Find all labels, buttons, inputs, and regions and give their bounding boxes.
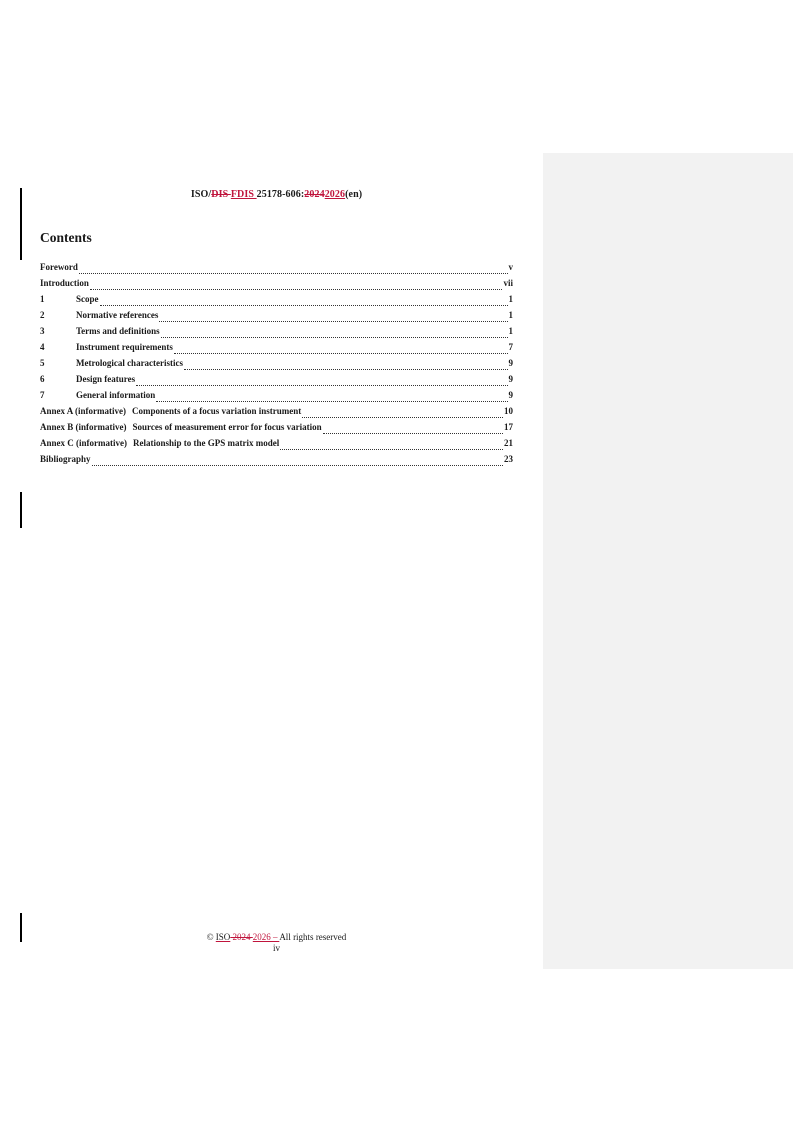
toc-leader — [136, 385, 507, 386]
change-bar-bibliography — [20, 492, 22, 528]
toc-title: Instrument requirements — [76, 342, 173, 352]
toc-title: Bibliography — [40, 454, 91, 464]
header-suffix: (en) — [345, 189, 363, 200]
table-of-contents — [40, 262, 513, 470]
footer-inserted-year: 2026 – — [252, 932, 280, 942]
toc-entry-clause-5[interactable] — [40, 358, 513, 374]
toc-entry-clause-1[interactable] — [40, 294, 513, 310]
toc-entry-introduction[interactable] — [40, 278, 513, 294]
toc-title: Introduction — [40, 278, 89, 288]
toc-page: 17 — [504, 422, 513, 432]
contents-heading: Contents — [40, 230, 92, 245]
toc-title: Components of a focus variation instrument — [132, 406, 302, 416]
toc-leader — [90, 289, 503, 290]
toc-title: General information — [76, 390, 156, 400]
toc-page: 1 — [508, 326, 513, 336]
toc-leader — [156, 401, 507, 402]
change-bar-footer — [20, 913, 22, 942]
copyright-symbol: © — [206, 932, 216, 942]
page-number: iv — [272, 943, 280, 953]
toc-entry-clause-2[interactable] — [40, 310, 513, 326]
toc-number: 7 — [40, 390, 45, 400]
toc-page: 1 — [508, 294, 513, 304]
toc-number: 6 — [40, 374, 45, 384]
toc-title: Scope — [76, 294, 99, 304]
toc-entry-clause-6[interactable] — [40, 374, 513, 390]
header-number: 25178-606: — [256, 189, 305, 200]
toc-title: Foreword — [40, 262, 78, 272]
toc-leader — [174, 353, 508, 354]
page-footer — [40, 932, 513, 953]
toc-number: 5 — [40, 358, 45, 368]
footer-deleted-year: 2024 — [230, 932, 253, 942]
toc-page: vii — [503, 278, 513, 288]
toc-entry-clause-3[interactable] — [40, 326, 513, 342]
toc-page: 23 — [504, 454, 513, 464]
footer-iso: ISO — [215, 932, 231, 942]
toc-number: 4 — [40, 342, 45, 352]
toc-number: 2 — [40, 310, 45, 320]
toc-leader — [184, 369, 507, 370]
inserted-year: 2026 — [324, 189, 346, 200]
toc-entry-annex-c[interactable] — [40, 438, 513, 454]
change-bar-header — [20, 188, 22, 260]
toc-leader — [100, 305, 508, 306]
toc-page: 1 — [508, 310, 513, 320]
toc-page: 21 — [504, 438, 513, 448]
toc-page: 9 — [508, 390, 513, 400]
toc-leader — [302, 417, 503, 418]
toc-number: 3 — [40, 326, 45, 336]
deleted-year: 2024 — [304, 189, 325, 200]
toc-title: Sources of measurement error for focus variation — [132, 422, 322, 432]
toc-page: 9 — [508, 358, 513, 368]
header-prefix: ISO/ — [190, 189, 212, 200]
toc-leader — [161, 337, 508, 338]
toc-page: 7 — [508, 342, 513, 352]
toc-entry-annex-b[interactable] — [40, 422, 513, 438]
toc-number: 1 — [40, 294, 45, 304]
document-header — [40, 189, 513, 200]
toc-page: 10 — [504, 406, 513, 416]
toc-leader — [159, 321, 507, 322]
toc-entry-annex-a[interactable] — [40, 406, 513, 422]
toc-page: v — [508, 262, 513, 272]
toc-title: Terms and definitions — [76, 326, 160, 336]
toc-entry-bibliography[interactable] — [40, 454, 513, 470]
toc-title: Normative references — [76, 310, 159, 320]
toc-entry-clause-4[interactable] — [40, 342, 513, 358]
toc-page: 9 — [508, 374, 513, 384]
toc-entry-clause-7[interactable] — [40, 390, 513, 406]
toc-leader — [280, 449, 503, 450]
toc-leader — [323, 433, 503, 434]
toc-title: Design features — [76, 374, 136, 384]
inserted-stage: FDIS — [230, 189, 257, 200]
toc-annex-label: Annex B (informative) — [40, 422, 127, 432]
toc-leader — [92, 465, 503, 466]
footer-rights: All rights reserved — [279, 932, 347, 942]
toc-title: Metrological characteristics — [76, 358, 184, 368]
toc-entry-foreword[interactable] — [40, 262, 513, 278]
comment-pane — [543, 153, 793, 969]
toc-title: Relationship to the GPS matrix model — [133, 438, 280, 448]
deleted-stage: DIS — [211, 189, 231, 200]
toc-leader — [79, 273, 508, 274]
toc-annex-label: Annex C (informative) — [40, 438, 127, 448]
toc-annex-label: Annex A (informative) — [40, 406, 126, 416]
